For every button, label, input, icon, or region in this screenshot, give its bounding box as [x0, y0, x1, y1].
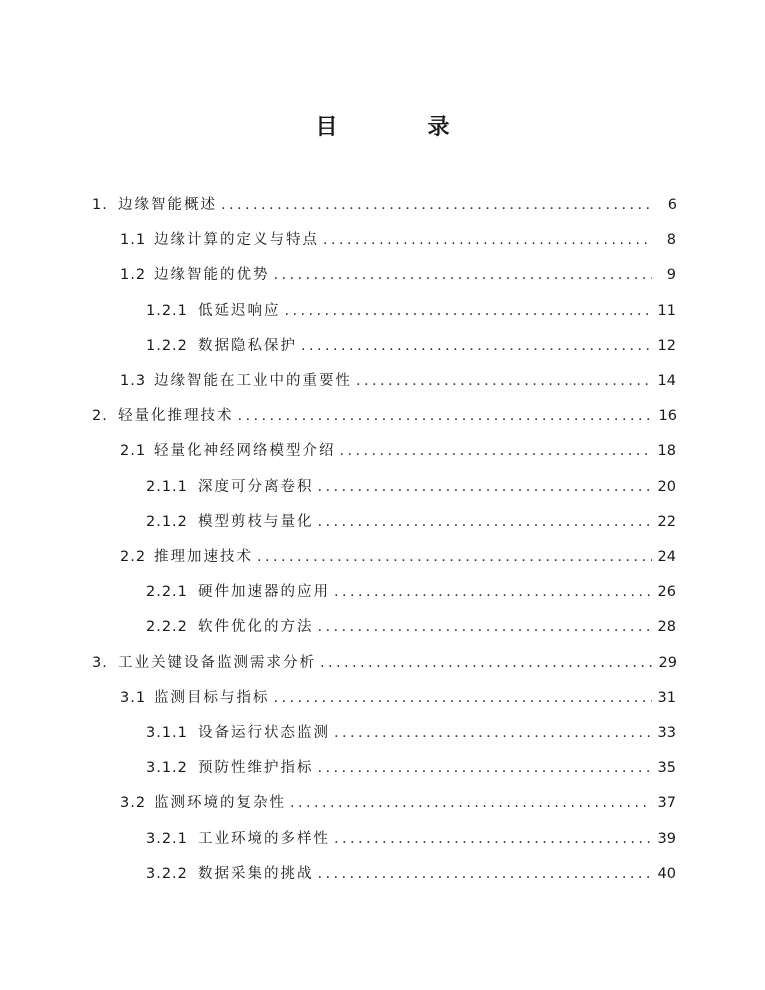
toc-entry-number: 3.1.1 [146, 725, 188, 741]
toc-entry-number: 2.1 [120, 443, 147, 460]
toc-entry-page-number: 16 [658, 408, 677, 425]
toc-entry-title: 工业关键设备监测需求分析 [118, 654, 316, 671]
toc-dot-leader [301, 328, 652, 364]
toc-entry-level-3[interactable] [146, 574, 676, 610]
toc-dot-leader [221, 187, 653, 223]
toc-entry-number: 3. [92, 654, 108, 671]
toc-title: 目 录 [315, 115, 484, 140]
toc-dot-leader [274, 680, 652, 716]
toc-entry-level-2[interactable] [120, 363, 676, 399]
toc-entry-title: 边缘计算的定义与特点 [154, 232, 319, 249]
toc-entry-page-number: 39 [657, 830, 676, 847]
toc-entry-level-2[interactable] [120, 222, 676, 258]
toc-entry-level-2[interactable] [120, 539, 676, 575]
toc-entry-number: 2.2 [120, 549, 147, 565]
toc-dot-leader [257, 539, 652, 575]
toc-entry-page-number: 33 [657, 725, 676, 741]
toc-entry-level-3[interactable] [146, 750, 676, 786]
toc-entry-title: 监测环境的复杂性 [154, 795, 286, 812]
toc-entry-page-number: 26 [657, 584, 676, 601]
toc-entry-number: 1.1 [120, 232, 147, 249]
toc-entry-page-number: 6 [667, 197, 677, 213]
toc-entry-level-1[interactable] [92, 187, 677, 223]
toc-entry-title: 设备运行状态监测 [198, 725, 330, 741]
toc-entry-page-number: 40 [657, 865, 676, 882]
toc-dot-leader [290, 785, 652, 821]
toc-entry-number: 2.1.1 [146, 478, 188, 495]
toc-entry-level-3[interactable] [146, 504, 676, 540]
toc-entry-page-number: 22 [657, 513, 676, 530]
toc-entry-page-number: 11 [657, 302, 676, 319]
toc-entry-number: 1.2.2 [146, 337, 188, 354]
toc-entry-level-3[interactable] [146, 715, 676, 751]
toc-entry-title: 深度可分离卷积 [198, 478, 314, 495]
toc-entry-level-3[interactable] [146, 293, 676, 329]
toc-entry-title: 数据采集的挑战 [198, 865, 314, 882]
toc-dot-leader [318, 504, 652, 540]
toc-dot-leader [340, 433, 652, 469]
toc-entry-page-number: 9 [666, 267, 676, 284]
toc-entry-number: 1.2.1 [146, 302, 188, 319]
toc-dot-leader [320, 645, 653, 681]
toc-entry-title: 边缘智能的优势 [154, 267, 270, 284]
toc-dot-leader [334, 715, 652, 751]
toc-entry-number: 3.1.2 [146, 760, 188, 777]
toc-entry-title: 工业环境的多样性 [198, 830, 330, 847]
toc-entry-title: 硬件加速器的应用 [198, 584, 330, 601]
toc-entry-number: 3.1 [120, 689, 147, 706]
toc-entry-title: 低延迟响应 [198, 302, 281, 319]
toc-entry-level-3[interactable] [146, 821, 676, 857]
toc-entry-number: 2.1.2 [146, 513, 188, 530]
toc-entry-number: 1. [92, 197, 108, 213]
toc-entry-level-2[interactable] [120, 433, 676, 469]
toc-dot-leader [318, 750, 652, 786]
toc-entry-page-number: 28 [657, 619, 676, 636]
toc-entry-title: 轻量化推理技术 [118, 408, 234, 425]
toc-entry-number: 2. [92, 408, 108, 425]
toc-entry-title: 监测目标与指标 [154, 689, 270, 706]
toc-entry-title: 边缘智能在工业中的重要性 [154, 373, 352, 389]
toc-entry-title: 轻量化神经网络模型介绍 [154, 443, 336, 460]
toc-entry-page-number: 14 [657, 373, 676, 389]
toc-dot-leader [323, 222, 652, 258]
toc-entry-level-1[interactable] [92, 645, 677, 681]
toc-entry-level-3[interactable] [146, 856, 676, 892]
toc-dot-leader [238, 398, 653, 434]
toc-dot-leader [318, 469, 652, 505]
toc-entry-level-3[interactable] [146, 609, 676, 645]
toc-dot-leader [318, 609, 652, 645]
toc-entry-page-number: 35 [657, 760, 676, 777]
toc-entry-number: 3.2.1 [146, 830, 188, 847]
toc-entry-page-number: 31 [657, 689, 676, 706]
toc-entry-number: 1.2 [120, 267, 147, 284]
toc-entry-page-number: 18 [657, 443, 676, 460]
toc-entry-title: 模型剪枝与量化 [198, 513, 314, 530]
toc-entry-page-number: 29 [658, 654, 677, 671]
toc-entry-page-number: 37 [657, 795, 676, 812]
toc-dot-leader [274, 257, 653, 293]
toc-entry-level-3[interactable] [146, 469, 676, 505]
toc-entry-level-2[interactable] [120, 257, 676, 293]
toc-dot-leader [285, 293, 652, 329]
toc-entry-level-2[interactable] [120, 785, 676, 821]
toc-dot-leader [318, 856, 652, 892]
toc-entry-level-3[interactable] [146, 328, 676, 364]
toc-entry-level-2[interactable] [120, 680, 676, 716]
toc-entry-number: 1.3 [120, 373, 147, 389]
toc-entry-number: 3.2.2 [146, 865, 188, 882]
toc-entry-number: 3.2 [120, 795, 147, 812]
toc-entry-title: 软件优化的方法 [198, 619, 314, 636]
toc-dot-leader [356, 363, 652, 399]
toc-entry-page-number: 12 [657, 337, 676, 354]
toc-dot-leader [334, 821, 652, 857]
toc-entry-title: 推理加速技术 [154, 549, 253, 565]
toc-entry-page-number: 20 [657, 478, 676, 495]
toc-entry-title: 数据隐私保护 [198, 337, 297, 354]
toc-entry-number: 2.2.1 [146, 584, 188, 601]
toc-entry-level-1[interactable] [92, 398, 677, 434]
toc-entry-title: 边缘智能概述 [118, 197, 217, 213]
toc-entry-number: 2.2.2 [146, 619, 188, 636]
toc-entry-page-number: 24 [657, 549, 676, 565]
toc-dot-leader [334, 574, 652, 610]
toc-entry-title: 预防性维护指标 [198, 760, 314, 777]
toc-entry-page-number: 8 [666, 232, 676, 249]
